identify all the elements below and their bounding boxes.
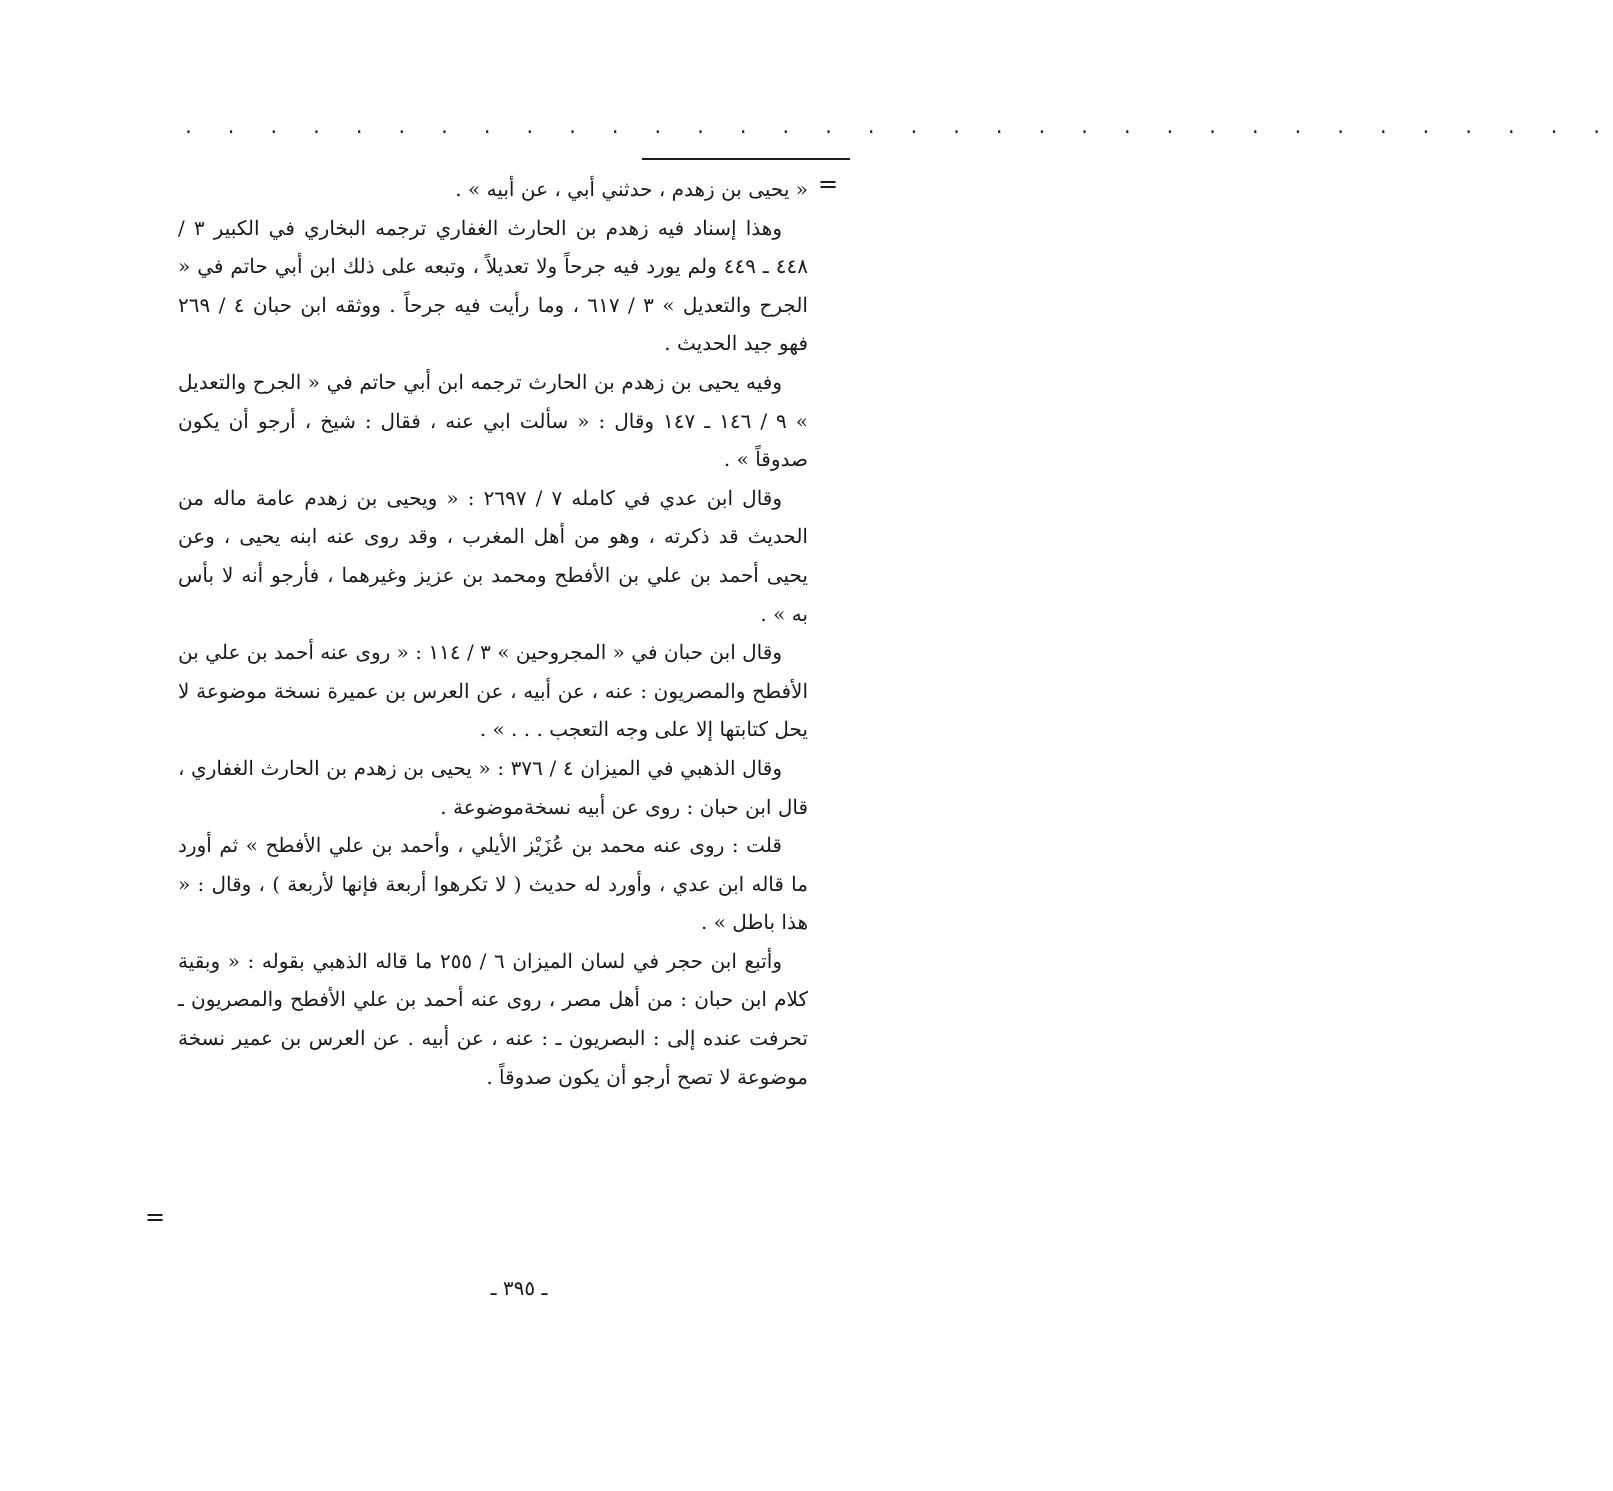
- page-number: ـ ٣٩٥ ـ: [490, 1276, 548, 1300]
- paragraph-3: وفيه يحيى بن زهدم بن الحارث ترجمه ابن أبي حاتم في « الجرح والتعديل » ٩ / ١٤٦ ـ ١٤٧ وقال : « سألت ابي عنه ، فقال : شيخ ، أرجو أن يكون صدوقاً » .: [178, 369, 809, 472]
- continuation-mark-bottom: =: [145, 1203, 166, 1231]
- paragraph-1: « يحيى بن زهدم ، حدثني أبي ، عن أبيه » .: [455, 177, 808, 201]
- paragraph-6: وقال الذهبي في الميزان ٤ / ٣٧٦ : « يحيى بن زهدم بن الحارث الغفاري ، قال ابن حبان : روى عن أبيه نسخةموضوعة .: [178, 755, 808, 819]
- continuation-mark-top: =: [818, 170, 839, 198]
- dotted-separator: · · · · · · · · · · · · · · · · · · · · · · · · · · · · · · · · · ·: [183, 122, 1613, 143]
- paragraph-8: وأتبع ابن حجر في لسان الميزان ٦ / ٢٥٥ ما قاله الذهبي بقوله : « وبقية كلام ابن حبان : من أهل مصر ، روى عنه أحمد بن علي الأفطح والمصريون ـ تحرفت عنده إلى : البصريون ـ : عنه ، عن أبيه . عن العرس بن عمير نسخة موضوعة لا تصح أرجو أن يكون صدوقاً .: [178, 948, 808, 1089]
- paragraph-2: وهذا إسناد فيه زهدم بن الحارث الغفاري ترجمه البخاري في الكبير ٣ / ٤٤٨ ـ ٤٤٩ ولم يورد فيه جرحاً ولا تعديلاً ، وتبعه على ذلك ابن أبي حاتم في « الجرح والتعديل » ٣ / ٦١٧ ، وما رأيت فيه جرحاً . ووثقه ابن حبان ٤ / ٢٦٩ فهو جيد الحديث .: [178, 215, 808, 356]
- paragraph-5: وقال ابن حبان في « المجروحين » ٣ / ١١٤ : « روى عنه أحمد بن علي بن الأفطح والمصريون : عنه ، عن أبيه ، عن العرس بن عميرة نسخة موضوعة لا يحل كتابتها إلا على وجه التعجب . . . » .: [178, 640, 808, 742]
- paragraph-7: قلت : روى عنه محمد بن عُزَيْز الأيلي ، وأحمد بن علي الأفطح » ثم أورد ما قاله ابن عدي ، وأورد له حديث ( لا تكرهوا أربعة فإنها لأربعة ) ، وقال : « هذا باطل » .: [178, 833, 808, 935]
- paragraph-4: وقال ابن عدي في كامله ٧ / ٢٦٩٧ : « ويحيى بن زهدم عامة ماله من الحديث قد ذكرته ، وهو من أهل المغرب ، وقد روى عنه ابنه يحيى ، وعن يحيى أحمد بن علي بن الأفطح ومحمد بن عزيز وغيرهما ، فأرجو أنه لا بأس به » .: [178, 485, 808, 626]
- footnote-body: [178, 170, 808, 1096]
- footnote-rule: [642, 158, 850, 160]
